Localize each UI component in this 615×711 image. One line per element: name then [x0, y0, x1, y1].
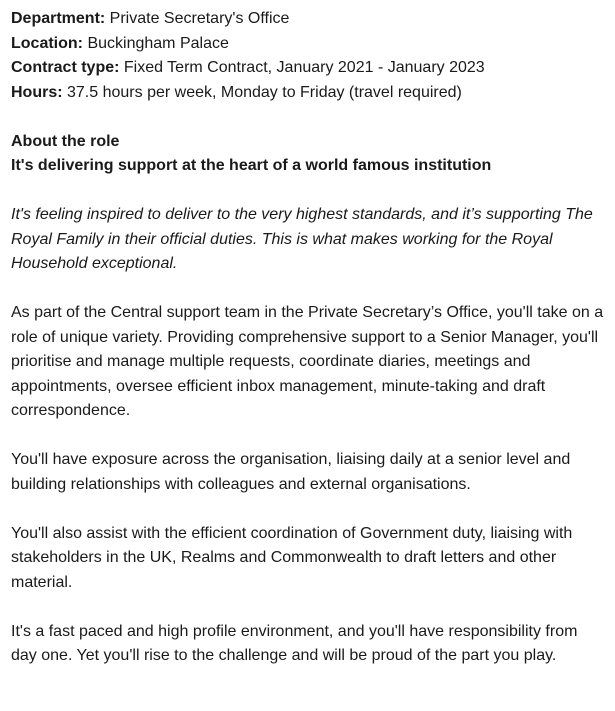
hours-line	[11, 81, 607, 106]
department-label: Department:	[11, 10, 106, 27]
about-subheading: It's delivering support at the heart of a world famous institution	[11, 157, 492, 174]
contract-type-label: Contract type:	[11, 59, 120, 76]
about-heading: About the role	[11, 132, 120, 150]
spacer	[11, 179, 607, 204]
spacer	[11, 105, 607, 130]
intro-paragraph: It's feeling inspired to deliver to the very highest standards, and it’s supporting The Royal Family in their official duties. This is what makes working for the Royal Household exceptional.	[11, 206, 593, 272]
contract-type-value: Fixed Term Contract, January 2021 - January 2023	[119, 59, 485, 76]
department-value: Private Secretary's Office	[105, 10, 290, 27]
spacer	[11, 497, 607, 522]
coordination-paragraph: You'll also assist with the efficient coordination of Government duty, liaising with stakeholders in the UK, Realms and Commonwealth to draft letters and other material.	[11, 524, 573, 591]
exposure-paragraph: You'll have exposure across the organisation, liaising daily at a senior level and building relationships with colleagues and external organisations.	[11, 451, 571, 493]
environment-paragraph: It's a fast paced and high profile environment, and you'll have responsibility from day one. Yet you'll rise to the challenge and will be proud of the part you play.	[11, 622, 578, 664]
hours-label: Hours:	[11, 83, 63, 101]
role-paragraph: As part of the Central support team in the Private Secretary’s Office, you'll take on a role of unique variety. Providing comprehensive support to a Senior Manager, you'll prioritise and manage multiple requests, coordinate diaries, meetings and appointments, oversee efficient inbox management, minute-taking and draft correspondence.	[11, 304, 604, 419]
location-line	[11, 32, 607, 57]
spacer	[11, 424, 607, 449]
location-value: Buckingham Palace	[83, 34, 229, 52]
hours-value: 37.5 hours per week, Monday to Friday (travel required)	[62, 83, 462, 101]
spacer	[11, 595, 607, 620]
spacer	[11, 277, 607, 302]
department-line	[11, 7, 607, 32]
job-details	[11, 7, 607, 105]
location-label: Location:	[11, 34, 83, 52]
contract-type-line	[11, 56, 607, 81]
